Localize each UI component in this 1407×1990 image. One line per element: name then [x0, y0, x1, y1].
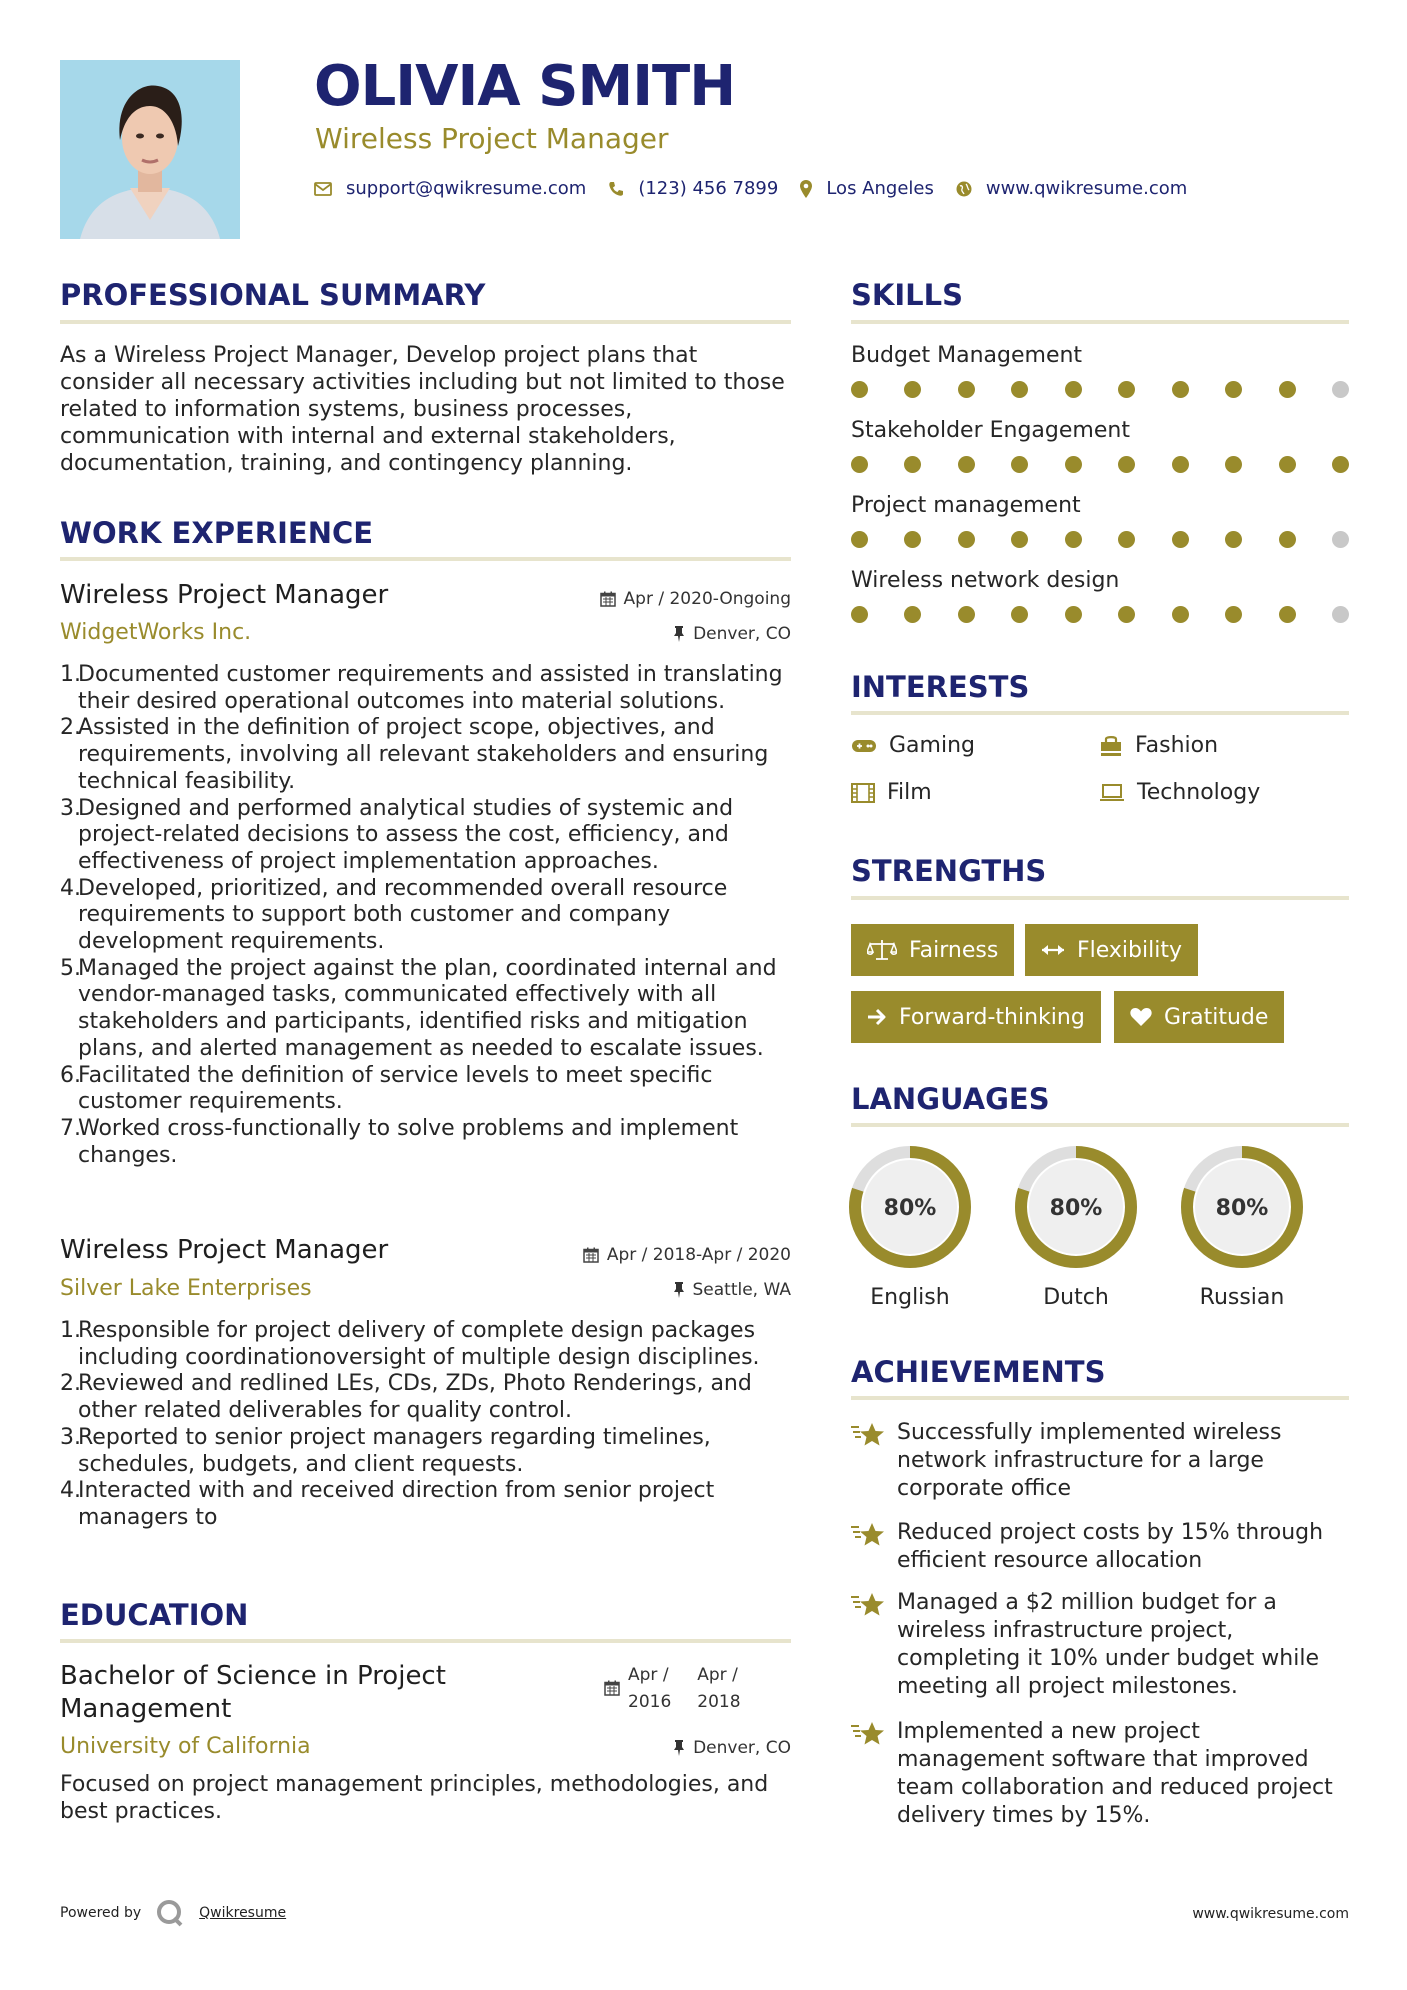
star-achievement-icon	[851, 1720, 885, 1748]
experience-heading: WORK EXPERIENCE	[60, 516, 374, 550]
list-item: Developed, prioritized, and recommended overall resource requirements to support both customer and company development requirements.	[78, 875, 728, 955]
rating-dot-filled	[904, 381, 921, 398]
job-duties-list	[60, 1318, 791, 1532]
languages-heading: LANGUAGES	[851, 1082, 1050, 1116]
skill-rating	[851, 381, 1349, 398]
rating-dot-empty	[1332, 606, 1349, 623]
rating-dot-filled	[1279, 381, 1296, 398]
rating-dot-filled	[1065, 456, 1082, 473]
rating-dot-filled	[958, 456, 975, 473]
experience-divider	[60, 557, 791, 561]
rating-dot-filled	[958, 531, 975, 548]
interest-label: Technology	[1137, 780, 1261, 805]
contact-bar	[314, 178, 1209, 199]
strength-tag-fairness	[851, 924, 1014, 976]
globe-icon	[956, 181, 972, 197]
list-item: Reported to senior project managers regarding timelines, schedules, budgets, and client requests.	[78, 1424, 711, 1477]
skill-rating	[851, 606, 1349, 623]
calendar-icon	[600, 591, 616, 607]
job-company: WidgetWorks Inc.	[60, 620, 252, 645]
language-russian	[1177, 1143, 1307, 1310]
skill-rating	[851, 456, 1349, 473]
brand-link[interactable]: Qwikresume	[199, 1905, 287, 1921]
list-item: Designed and performed analytical studies of systemic and project-related decisions to assess the cost, efficiency, and effectiveness of project implementation approaches.	[78, 795, 734, 874]
ring-label: 80%	[1049, 1196, 1103, 1221]
candidate-title: Wireless Project Manager	[315, 122, 669, 155]
star-achievement-icon	[851, 1521, 885, 1549]
education-end-month: Apr /	[697, 1665, 738, 1685]
skill-name: Wireless network design	[851, 568, 1120, 593]
job-dates-text: Apr / 2018-Apr / 2020	[606, 1245, 791, 1265]
job-location	[673, 1280, 792, 1300]
rating-dot-filled	[1172, 456, 1189, 473]
contact-phone[interactable]	[608, 178, 778, 199]
summary-divider	[60, 320, 791, 324]
achievement-text: Implemented a new project management software that improved team collaboration and reduced project delivery times by 15%.	[897, 1719, 1333, 1828]
language-name: Russian	[1199, 1285, 1285, 1310]
interest-label: Film	[887, 780, 932, 805]
qwikresume-logo-icon	[155, 1898, 185, 1928]
rating-dot-filled	[1118, 606, 1135, 623]
rating-dot-filled	[904, 456, 921, 473]
list-item: Assisted in the definition of project scope, objectives, and requirements, involving all relevant stakeholders and ensuring technical feasibility.	[78, 715, 769, 794]
achievements-heading: ACHIEVEMENTS	[851, 1355, 1106, 1389]
list-item: Managed the project against the plan, coordinated internal and vendor-managed tasks, communicated effectively with all stakeholders and participants, identified risks and mitigation plans, and alerted management as needed to escalate issues.	[78, 955, 777, 1061]
powered-by-text: Powered by	[60, 1905, 142, 1921]
language-progress-ring	[1012, 1143, 1140, 1271]
pushpin-icon	[673, 626, 685, 642]
education-location	[673, 1738, 791, 1758]
job-location-text: Denver, CO	[693, 624, 791, 644]
interest-fashion	[1099, 733, 1218, 758]
rating-dot-empty	[1332, 381, 1349, 398]
rating-dot-filled	[1332, 456, 1349, 473]
languages-divider	[851, 1123, 1349, 1127]
achievement-item	[851, 1519, 1351, 1575]
education-dates	[604, 1662, 741, 1716]
education-start	[628, 1662, 671, 1716]
strengths-heading: STRENGTHS	[851, 854, 1047, 888]
rating-dot-filled	[958, 606, 975, 623]
strength-tag-gratitude	[1114, 991, 1284, 1043]
interest-film	[851, 780, 932, 805]
strength-label: Fairness	[909, 937, 999, 963]
rating-dot-filled	[1118, 456, 1135, 473]
interests-divider	[851, 711, 1349, 715]
language-progress-ring	[846, 1143, 974, 1271]
interest-gaming	[851, 733, 975, 758]
rating-dot-filled	[958, 381, 975, 398]
shopping-bag-icon	[1099, 735, 1123, 757]
rating-dot-filled	[851, 606, 868, 623]
education-heading: EDUCATION	[60, 1598, 249, 1632]
list-item: Interacted with and received direction from senior project managers to	[78, 1478, 715, 1530]
rating-dot-filled	[1011, 456, 1028, 473]
rating-dot-filled	[851, 381, 868, 398]
interests-heading: INTERESTS	[851, 670, 1030, 704]
job-title: Wireless Project Manager	[60, 1235, 389, 1265]
rating-dot-filled	[904, 606, 921, 623]
summary-text: As a Wireless Project Manager, Develop project plans that consider all necessary activities including but not limited to those related to information systems, business processes, communication with internal and external stakeholders, documentation, training, and contingency planning.	[60, 343, 785, 476]
interest-label: Fashion	[1135, 733, 1219, 758]
job-location-text: Seattle, WA	[692, 1280, 791, 1300]
job-duties-list	[60, 662, 791, 1169]
language-progress-ring	[1178, 1143, 1306, 1271]
balance-scale-icon	[867, 939, 897, 961]
list-item: Reviewed and redlined LEs, CDs, ZDs, Photo Renderings, and other related deliverables for quality control.	[78, 1371, 752, 1424]
strength-tag-forward-thinking	[851, 991, 1101, 1043]
envelope-icon	[314, 182, 332, 196]
ring-label: 80%	[1215, 1196, 1269, 1221]
rating-dot-filled	[1172, 381, 1189, 398]
star-achievement-icon	[851, 1591, 885, 1619]
strength-label: Forward-thinking	[899, 1004, 1085, 1030]
calendar-icon	[604, 1680, 620, 1696]
location-text: Los Angeles	[826, 178, 934, 199]
rating-dot-filled	[1225, 381, 1242, 398]
rating-dot-filled	[1065, 606, 1082, 623]
skill-rating	[851, 531, 1349, 548]
education-start-month: Apr /	[628, 1665, 669, 1685]
rating-dot-filled	[1225, 456, 1242, 473]
list-item: Worked cross-functionally to solve problems and implement changes.	[78, 1115, 739, 1168]
film-icon	[851, 783, 875, 803]
email-text: support@qwikresume.com	[346, 178, 587, 199]
footer-powered-by	[60, 1898, 286, 1928]
education-location-text: Denver, CO	[693, 1738, 791, 1758]
list-item: Documented customer requirements and assisted in translating their desired operational outcomes into material solutions.	[78, 662, 783, 714]
achievement-text: Successfully implemented wireless network infrastructure for a large corporate office	[897, 1420, 1282, 1501]
achievement-item	[851, 1589, 1351, 1701]
achievements-divider	[851, 1396, 1349, 1400]
footer-url[interactable]: www.qwikresume.com	[1192, 1906, 1349, 1922]
contact-location	[800, 178, 934, 199]
rating-dot-empty	[1332, 531, 1349, 548]
calendar-icon	[583, 1247, 599, 1263]
strengths-divider	[851, 896, 1349, 900]
job-title: Wireless Project Manager	[60, 580, 389, 610]
skills-heading: SKILLS	[851, 278, 963, 312]
education-end-year: 2018	[697, 1692, 741, 1712]
phone-icon	[608, 181, 624, 197]
gamepad-icon	[851, 738, 877, 754]
language-english	[845, 1143, 975, 1310]
skill-name: Stakeholder Engagement	[851, 418, 1130, 443]
job-dates	[600, 589, 791, 609]
achievement-text: Managed a $2 million budget for a wireless infrastructure project, completing it 10% under budget while meeting all project milestones.	[897, 1590, 1319, 1699]
pushpin-icon	[673, 1740, 685, 1756]
contact-website[interactable]	[956, 178, 1187, 199]
rating-dot-filled	[1279, 606, 1296, 623]
job-company: Silver Lake Enterprises	[60, 1276, 312, 1301]
rating-dot-filled	[1172, 531, 1189, 548]
achievement-item	[851, 1718, 1351, 1830]
skill-name: Budget Management	[851, 343, 1083, 368]
interest-technology	[1099, 780, 1260, 805]
star-achievement-icon	[851, 1421, 885, 1449]
rating-dot-filled	[851, 531, 868, 548]
rating-dot-filled	[1065, 531, 1082, 548]
website-text: www.qwikresume.com	[985, 178, 1188, 199]
language-name: Dutch	[1043, 1285, 1109, 1310]
language-name: English	[870, 1285, 950, 1310]
phone-text: (123) 456 7899	[638, 178, 779, 199]
rating-dot-filled	[1118, 381, 1135, 398]
list-item: Responsible for project delivery of complete design packages including coordinationoversight of multiple design disciplines.	[78, 1318, 760, 1370]
candidate-name: OLIVIA SMITH	[314, 54, 736, 119]
education-divider	[60, 1639, 791, 1643]
rating-dot-filled	[1225, 531, 1242, 548]
skills-divider	[851, 320, 1349, 324]
portrait-illustration	[60, 60, 240, 239]
interest-label: Gaming	[889, 733, 975, 758]
rating-dot-filled	[851, 456, 868, 473]
strength-label: Flexibility	[1077, 937, 1182, 963]
summary-heading: PROFESSIONAL SUMMARY	[60, 278, 486, 312]
profile-photo	[60, 60, 240, 239]
achievement-text: Reduced project costs by 15% through efficient resource allocation	[897, 1520, 1324, 1573]
rating-dot-filled	[1225, 606, 1242, 623]
arrow-right-icon	[867, 1008, 887, 1026]
strength-tag-flexibility	[1025, 924, 1198, 976]
rating-dot-filled	[1279, 531, 1296, 548]
education-start-year: 2016	[628, 1692, 672, 1712]
rating-dot-filled	[1011, 531, 1028, 548]
map-marker-icon	[800, 180, 812, 198]
rating-dot-filled	[1118, 531, 1135, 548]
contact-email[interactable]	[314, 178, 586, 199]
education-end	[697, 1662, 740, 1716]
pushpin-icon	[673, 1282, 685, 1298]
heart-icon	[1130, 1007, 1152, 1027]
job-dates	[583, 1245, 791, 1265]
rating-dot-filled	[1279, 456, 1296, 473]
language-dutch	[1011, 1143, 1141, 1310]
job-location	[673, 624, 791, 644]
arrows-horizontal-icon	[1041, 943, 1065, 957]
school-name: University of California	[60, 1734, 311, 1759]
skill-name: Project management	[851, 493, 1081, 518]
ring-label: 80%	[883, 1196, 937, 1221]
job-dates-text: Apr / 2020-Ongoing	[623, 589, 791, 609]
education-description: Focused on project management principles, methodologies, and best practices.	[60, 1772, 769, 1824]
rating-dot-filled	[1011, 606, 1028, 623]
list-item: Facilitated the definition of service levels to meet specific customer requirements.	[78, 1062, 713, 1115]
strength-label: Gratitude	[1164, 1004, 1269, 1030]
degree-title: Bachelor of Science in Project Management	[60, 1661, 446, 1724]
rating-dot-filled	[904, 531, 921, 548]
achievement-item	[851, 1419, 1351, 1503]
laptop-icon	[1099, 784, 1125, 802]
rating-dot-filled	[1065, 381, 1082, 398]
rating-dot-filled	[1172, 606, 1189, 623]
rating-dot-filled	[1011, 381, 1028, 398]
